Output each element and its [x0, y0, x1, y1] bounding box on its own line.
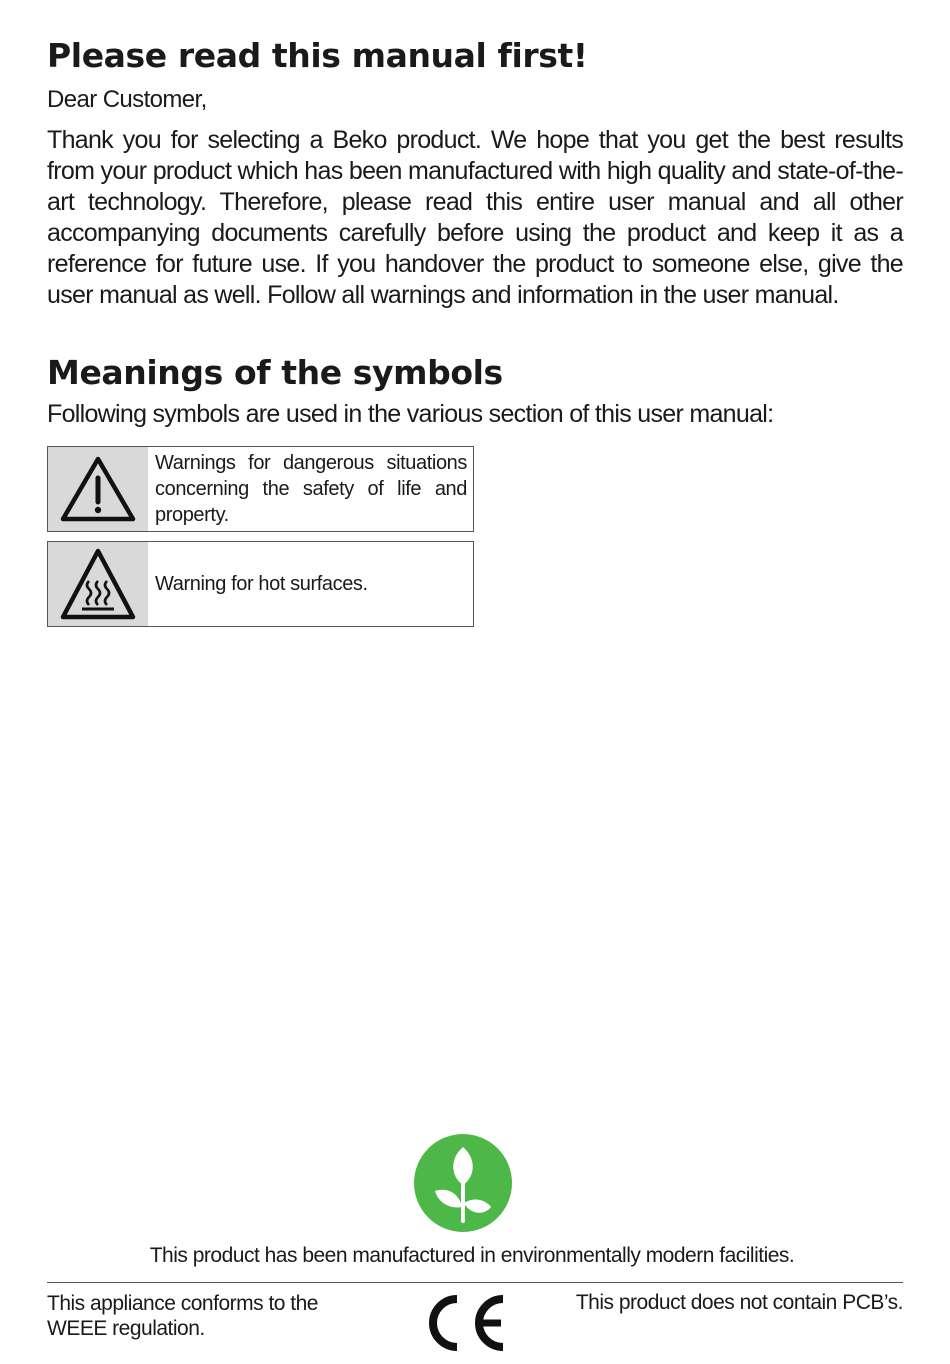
symbol-row-hot — [47, 541, 474, 627]
pcb-statement: This product does not contain PCB’s. — [575, 1291, 903, 1314]
symbol-row-danger — [47, 446, 474, 532]
eco-statement: This product has been manufactured in environmentally modern facilities. — [149, 1244, 795, 1267]
eco-leaf-logo — [413, 1133, 513, 1233]
weee-statement: This appliance conforms to the WEEE regulation. — [47, 1292, 318, 1340]
footer-divider — [47, 1282, 903, 1283]
symbols-heading: Meanings of the symbols — [47, 353, 503, 392]
symbol-description: Warnings for dangerous situations concerning the safety of life and property. — [155, 452, 467, 526]
symbol-description: Warning for hot surfaces. — [155, 573, 368, 595]
symbols-intro: Following symbols are used in the various section of this user manual: — [47, 400, 774, 428]
warning-triangle-icon — [48, 447, 148, 531]
greeting: Dear Customer, — [47, 86, 207, 113]
manual-page — [47, 0, 903, 1364]
page-title: Please read this manual first! — [47, 36, 588, 75]
hot-surface-icon — [48, 542, 148, 626]
intro-paragraph: Thank you for selecting a Beko product. We hope that you get the best results from your product which has been manufactured with high quality and state-of-the-art technology. Therefore, please read this entire user manual and all other accompanying documents carefully before using the product and keep it as a reference for future use. If you handover the product to someone else, give the user manual as well. Follow all warnings and information in the user manual. — [47, 126, 903, 309]
ce-mark-icon — [419, 1293, 507, 1353]
